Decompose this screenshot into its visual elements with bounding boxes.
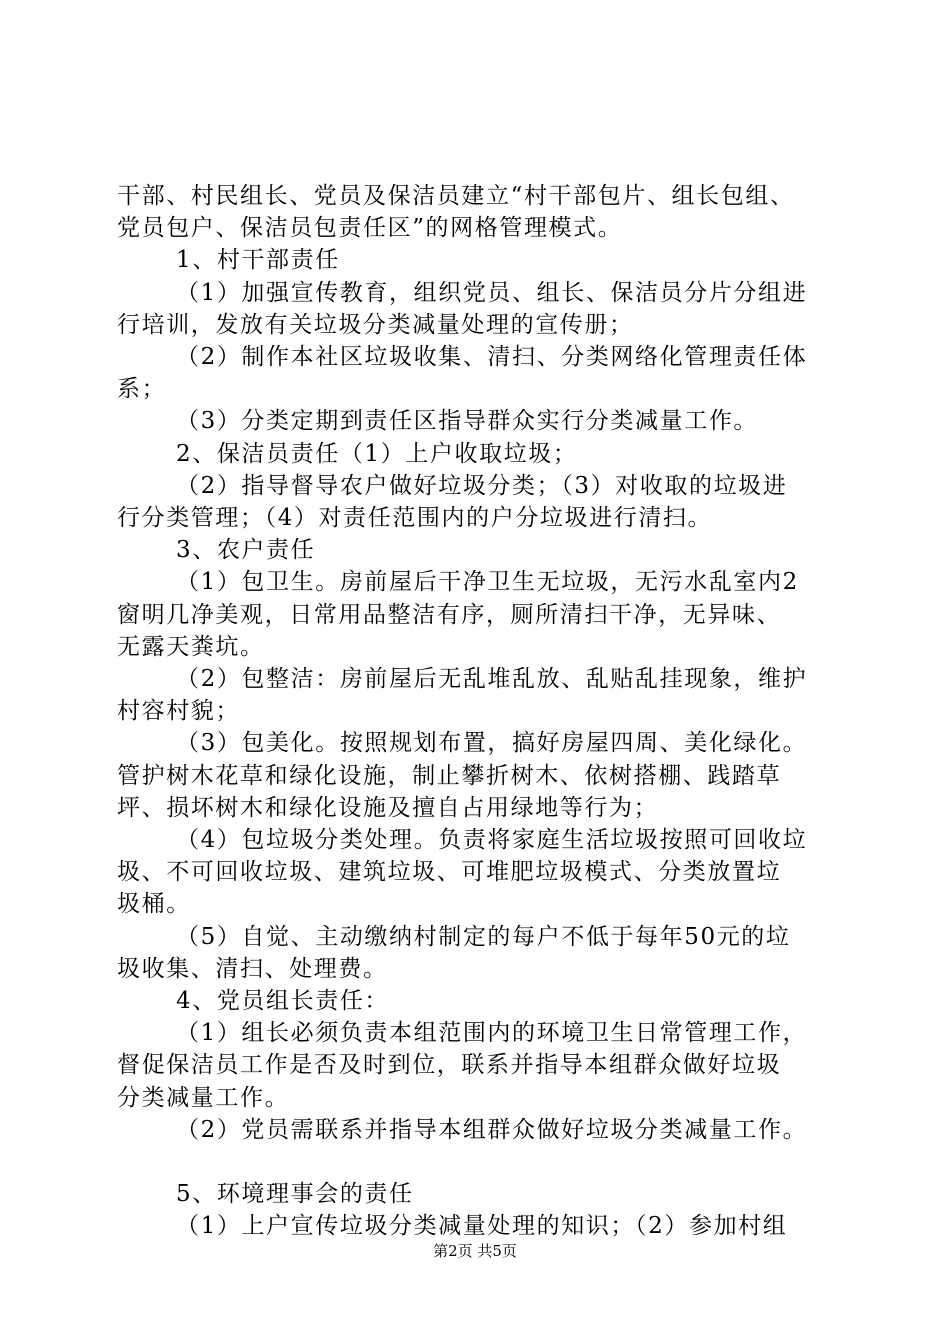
text-line: （2）指导督导农户做好垃圾分类；（3）对收取的垃圾进 xyxy=(176,473,788,499)
text-line: 行培训，发放有关垃圾分类减量处理的宣传册； xyxy=(117,312,634,338)
text-line: （1）包卫生。房前屋后干净卫生无垃圾，无污水乱室内2 xyxy=(176,569,799,595)
text-line: 圾、不可回收垃圾、建筑垃圾、可堆肥垃圾模式、分类放置垃 xyxy=(117,859,782,885)
text-line: （2）党员需联系并指导本组群众做好垃圾分类减量工作。 xyxy=(176,1117,808,1143)
text-line: （2）包整洁：房前屋后无乱堆乱放、乱贴乱挂现象，维护 xyxy=(176,666,808,692)
text-line: 窗明几净美观，日常用品整洁有序，厕所清扫干净，无异味、 xyxy=(117,602,782,628)
text-line: 分类减量工作。 xyxy=(117,1085,290,1111)
text-line: 无露天粪坑。 xyxy=(117,634,265,660)
text-line: 系； xyxy=(117,376,167,402)
page-number-footer: 第2页 共5页 xyxy=(433,1242,517,1260)
section-heading: 1、村干部责任 xyxy=(176,247,340,273)
text-line: （4）包垃圾分类处理。负责将家庭生活垃圾按照可回收垃 xyxy=(176,827,808,853)
text-line: （1）组长必须负责本组范围内的环境卫生日常管理工作， xyxy=(176,1020,808,1046)
text-line: 干部、村民组长、党员及保洁员建立“村干部包片、组长包组、 xyxy=(117,183,795,209)
text-line: （1）上户宣传垃圾分类减量处理的知识；（2）参加村组 xyxy=(176,1213,788,1239)
text-line: 村容村貌； xyxy=(117,698,240,724)
section-heading: 4、党员组长责任： xyxy=(176,988,390,1014)
text-line: 圾桶。 xyxy=(117,891,191,917)
text-line: 管护树木花草和绿化设施，制止攀折树木、依树搭棚、践踏草 xyxy=(117,763,782,789)
text-line: 圾收集、清扫、处理费。 xyxy=(117,956,388,982)
section-heading: 5、环境理事会的责任 xyxy=(176,1181,414,1207)
text-line: 行分类管理；（4）对责任范围内的户分垃圾进行清扫。 xyxy=(117,505,713,531)
section-heading: 2、保洁员责任（1）上户收取垃圾； xyxy=(176,441,578,467)
text-line: （2）制作本社区垃圾收集、清扫、分类网络化管理责任体 xyxy=(176,344,808,370)
text-line: 督促保洁员工作是否及时到位，联系并指导本组群众做好垃圾 xyxy=(117,1052,782,1078)
text-line: 党员包户、保洁员包责任区”的网格管理模式。 xyxy=(117,215,623,241)
text-line: 坪、损坏树木和绿化设施及擅自占用绿地等行为； xyxy=(117,795,659,821)
text-line: （5）自觉、主动缴纳村制定的每户不低于每年50元的垃 xyxy=(176,924,791,950)
text-line: （3）包美化。按照规划布置，搞好房屋四周、美化绿化。 xyxy=(176,730,808,756)
text-line: （1）加强宣传教育，组织党员、组长、保洁员分片分组进 xyxy=(176,280,808,306)
text-line: （3）分类定期到责任区指导群众实行分类减量工作。 xyxy=(176,408,759,434)
section-heading: 3、农户责任 xyxy=(176,537,316,563)
